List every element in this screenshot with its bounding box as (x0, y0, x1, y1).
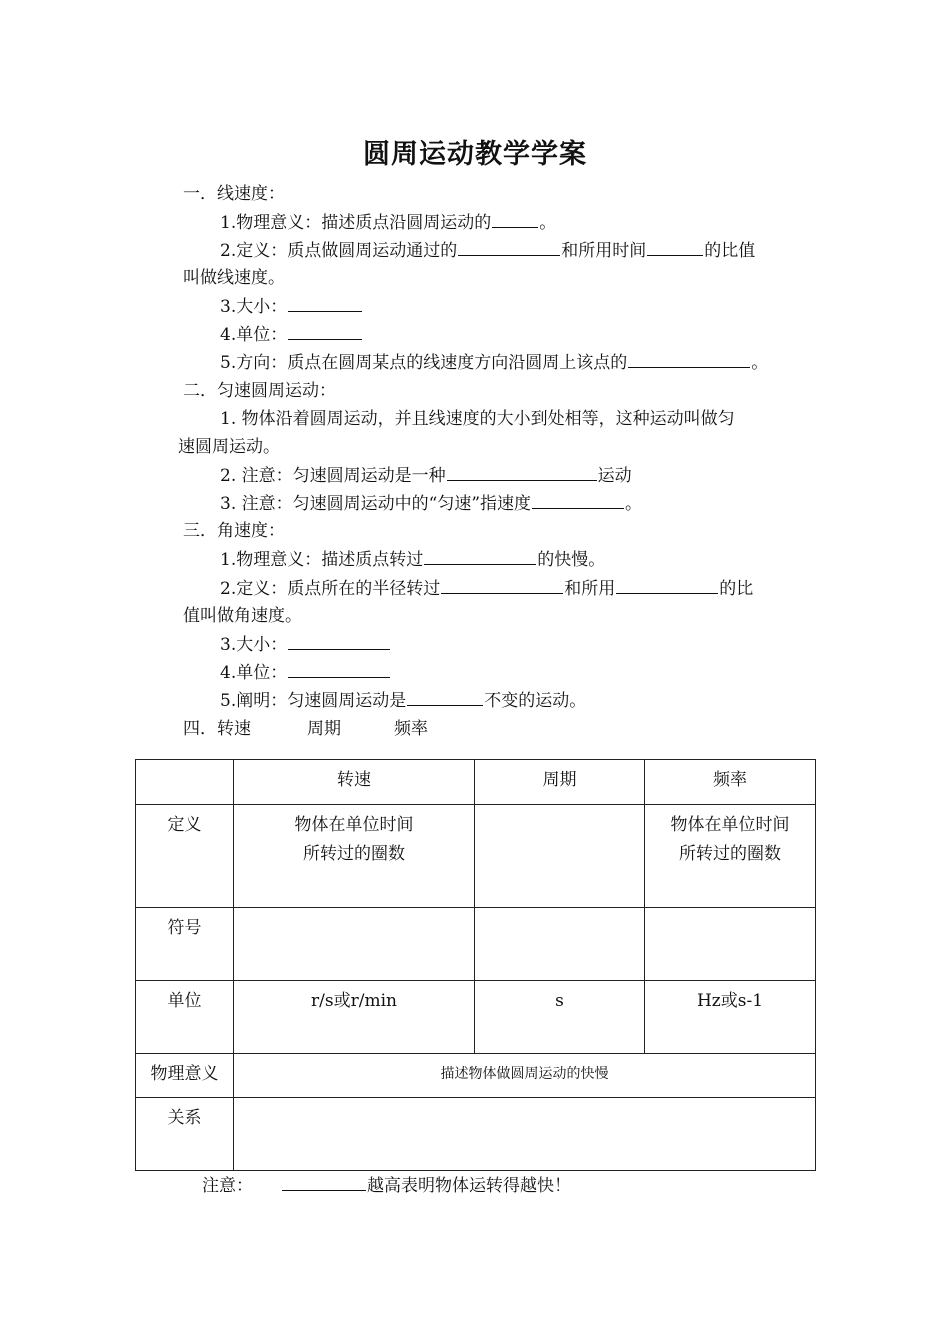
row-label: 符号 (136, 908, 234, 981)
s1-item-1: 1.物理意义：描述质点沿圆周运动的 。 (220, 213, 557, 233)
s2-item-2: 2. 注意：匀速圆周运动是一种 运动 (220, 466, 632, 486)
table-cell[interactable] (234, 1098, 816, 1171)
s3-item-3: 3.大小： (220, 633, 391, 656)
table-cell: 描述物体做圆周运动的快慢 (234, 1054, 816, 1098)
table-cell[interactable] (234, 908, 475, 981)
fill-blank[interactable] (282, 1174, 366, 1191)
fill-blank[interactable] (532, 492, 624, 509)
table-header-cell: 周期 (475, 760, 645, 805)
row-label: 关系 (136, 1098, 234, 1171)
fill-blank[interactable] (616, 577, 718, 594)
table-header-cell (136, 760, 234, 805)
fill-blank[interactable] (288, 661, 390, 678)
table-cell: s (475, 981, 645, 1054)
row-label: 物理意义 (136, 1054, 234, 1098)
s3-item-1: 1.物理意义：描述质点转过 的快慢。 (220, 550, 606, 570)
section-1-heading: 一．线速度： (183, 184, 285, 204)
fill-blank[interactable] (288, 633, 390, 650)
s3-item-5: 5.阐明：匀速圆周运动是 不变的运动。 (220, 691, 587, 711)
s3-item-2-cont: 值叫做角速度。 (183, 606, 302, 626)
table-header-row (136, 760, 816, 805)
table-cell[interactable] (645, 908, 816, 981)
fill-blank[interactable] (441, 577, 563, 594)
comparison-table (135, 759, 816, 1171)
footer-note: 注意： 越高表明物体运转得越快！ (202, 1176, 571, 1196)
table-cell: r/s或r/min (234, 981, 475, 1054)
table-cell: 物体在单位时间 所转过的圈数 (645, 805, 816, 908)
section-3-heading: 三．角速度： (183, 521, 285, 541)
fill-blank[interactable] (447, 464, 597, 481)
table-row (136, 981, 816, 1054)
s3-item-4: 4.单位： (220, 661, 391, 684)
page-title: 圆周运动教学学案 (363, 139, 587, 170)
section-2-heading: 二．匀速圆周运动： (183, 381, 336, 401)
s2-item-1: 1. 物体沿着圆周运动，并且线速度的大小到处相等，这种运动叫做匀 (220, 409, 735, 429)
fill-blank[interactable] (288, 295, 362, 312)
s2-item-3: 3. 注意：匀速圆周运动中的“匀速”指速度 。 (220, 494, 643, 514)
table-cell[interactable] (475, 805, 645, 908)
row-label: 单位 (136, 981, 234, 1054)
table-row (136, 1098, 816, 1171)
section-4-frequency: 频率 (394, 719, 428, 739)
s3-item-2: 2.定义：质点所在的半径转过 和所用 的比 (220, 579, 754, 599)
table-cell[interactable] (475, 908, 645, 981)
section-4-period: 周期 (307, 719, 341, 739)
table-cell: 物体在单位时间 所转过的圈数 (234, 805, 475, 908)
row-label: 定义 (136, 805, 234, 908)
table-row (136, 805, 816, 908)
table-cell: Hz或s-1 (645, 981, 816, 1054)
fill-blank[interactable] (492, 211, 538, 228)
section-4-heading: 四．转速 (183, 719, 251, 739)
s1-item-2: 2.定义：质点做圆周运动通过的 和所用时间 的比值 (220, 241, 756, 261)
table-header-cell: 转速 (234, 760, 475, 805)
fill-blank[interactable] (458, 239, 560, 256)
s1-item-4: 4.单位： (220, 323, 363, 346)
s1-item-2-cont: 叫做线速度。 (183, 268, 285, 288)
table-row (136, 908, 816, 981)
fill-blank[interactable] (288, 323, 362, 340)
fill-blank[interactable] (628, 351, 750, 368)
s1-item-3: 3.大小： (220, 295, 363, 318)
s2-item-1-cont: 速圆周运动。 (178, 437, 280, 457)
s1-item-5: 5.方向：质点在圆周某点的线速度方向沿圆周上该点的 。 (220, 353, 769, 373)
fill-blank[interactable] (647, 239, 703, 256)
fill-blank[interactable] (407, 689, 483, 706)
table-row (136, 1054, 816, 1098)
table-header-cell: 频率 (645, 760, 816, 805)
fill-blank[interactable] (424, 548, 536, 565)
